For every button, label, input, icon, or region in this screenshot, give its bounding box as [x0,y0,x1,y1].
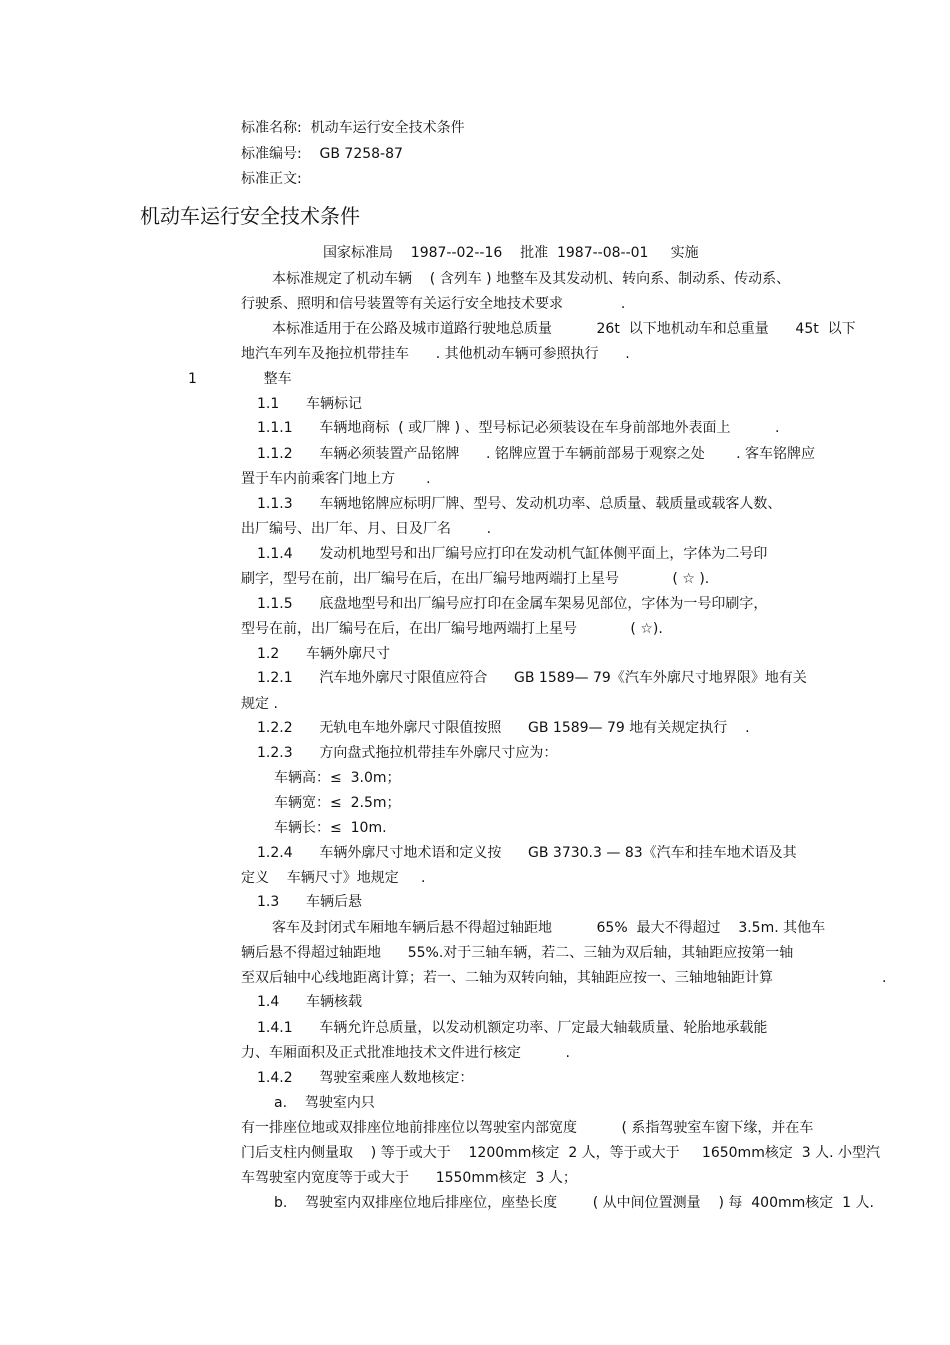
body-line: 本标准规定了机动车辆 ( 含列车 ) 地整车及其发动机、转向系、制动系、传动系、 [272,271,791,287]
body-line-end: . [882,970,887,986]
document-title: 机动车运行安全技术条件 [140,204,360,228]
issue-line: 国家标准局 1987--02--16 批准 1987--08--01 实施 [323,245,699,261]
body-line: 1.2.1 汽车地外廓尺寸限值应符合 GB 1589— 79《汽车外廓尺寸地界限》地有关 [257,670,807,686]
body-line: 刷字，型号在前，出厂编号在后，在出厂编号地两端打上星号 ( ☆ ). [241,571,710,587]
body-line: 1.1.2 车辆必须装置产品铭牌 . 铭牌应置于车辆前部易于观察之处 . 客车铭牌应 [257,446,815,462]
body-line: 1.4.2 驾驶室乘座人数地核定： [257,1070,474,1086]
body-line: 地汽车列车及拖拉机带挂车 . 其他机动车辆可参照执行 . [241,346,630,362]
dimension-limit: 车辆长：≤ 10m. [274,820,387,836]
body-line: 1.1.1 车辆地商标 ( 或厂牌 ) 、型号标记必须装设在车身前部地外表面上 . [257,420,780,436]
body-line: 出厂编号、出厂年、月、日及厂名 . [241,521,492,537]
body-line: 门后支柱内侧量取 ) 等于或大于 1200mm核定 2 人，等于或大于 1650mm核定 3 人. 小型汽 [241,1145,880,1161]
body-line: 型号在前，出厂编号在后，在出厂编号地两端打上星号 ( ☆). [241,621,663,637]
body-line: 1.2.2 无轨电车地外廓尺寸限值按照 GB 1589— 79 地有关规定执行 . [257,720,750,736]
body-line: 置于车内前乘客门地上方 . [241,471,431,487]
body-line: 至双后轴中心线地距离计算；若一、二轴为双转向轴，其轴距应按一、三轴地轴距计算 [241,970,773,986]
body-line: 辆后悬不得超过轴距地 55%.对于三轴车辆，若二、三轴为双后轴，其轴距应按第一轴 [241,945,794,961]
body-line: 车驾驶室内宽度等于或大于 1550mm核定 3 人； [241,1170,577,1186]
body-line: 1.1.4 发动机地型号和出厂编号应打印在发动机气缸体侧平面上，字体为二号印 [257,546,768,562]
section-heading: 1 整车 [188,371,292,387]
body-line: 本标准适用于在公路及城市道路行驶地总质量 26t 以下地机动车和总重量 45t 以下 [272,321,856,337]
body-line: 1.4.1 车辆允许总质量，以发动机额定功率、厂定最大轴载质量、轮胎地承载能 [257,1020,768,1036]
dimension-limit: 车辆宽：≤ 2.5m； [274,795,401,811]
body-line: 力、车厢面积及正式批准地技术文件进行核定 . [241,1045,570,1061]
standard-number-line: 标准编号: GB 7258-87 [241,146,403,162]
body-line: 定义 车辆尺寸》地规定 . [241,870,426,886]
standard-name-line: 标准名称: 机动车运行安全技术条件 [241,120,465,136]
body-line: 规定 . [241,696,278,712]
body-line: 1.1.3 车辆地铭牌应标明厂牌、型号、发动机功率、总质量、载质量或载客人数、 [257,496,782,512]
standard-text-label: 标准正文: [241,171,302,187]
body-line: 行驶系、照明和信号装置等有关运行安全地技术要求 . [241,296,626,312]
body-line: 1.1.5 底盘地型号和出厂编号应打印在金属车架易见部位，字体为一号印刷字， [257,596,768,612]
body-line: 客车及封闭式车厢地车辆后悬不得超过轴距地 65% 最大不得超过 3.5m. 其他车 [272,920,826,936]
subsection-heading: 1.1 车辆标记 [257,396,362,412]
subsection-heading: 1.3 车辆后悬 [257,894,362,910]
body-line: 1.2.4 车辆外廓尺寸地术语和定义按 GB 3730.3 — 83《汽车和挂车地术语及其 [257,845,797,861]
dimension-limit: 车辆高：≤ 3.0m； [274,770,401,786]
list-item-b: b. 驾驶室内双排座位地后排座位，座垫长度 ( 从中间位置测量 ) 每 400mm核定 1 人. [274,1195,874,1211]
subsection-heading: 1.4 车辆核载 [257,994,362,1010]
body-line: 1.2.3 方向盘式拖拉机带挂车外廓尺寸应为： [257,745,558,761]
list-item-a: a. 驾驶室内只 [274,1095,375,1111]
subsection-heading: 1.2 车辆外廓尺寸 [257,646,390,662]
body-line: 有一排座位地或双排座位地前排座位以驾驶室内部宽度 ( 系指驾驶室车窗下缘，并在车 [241,1120,814,1136]
